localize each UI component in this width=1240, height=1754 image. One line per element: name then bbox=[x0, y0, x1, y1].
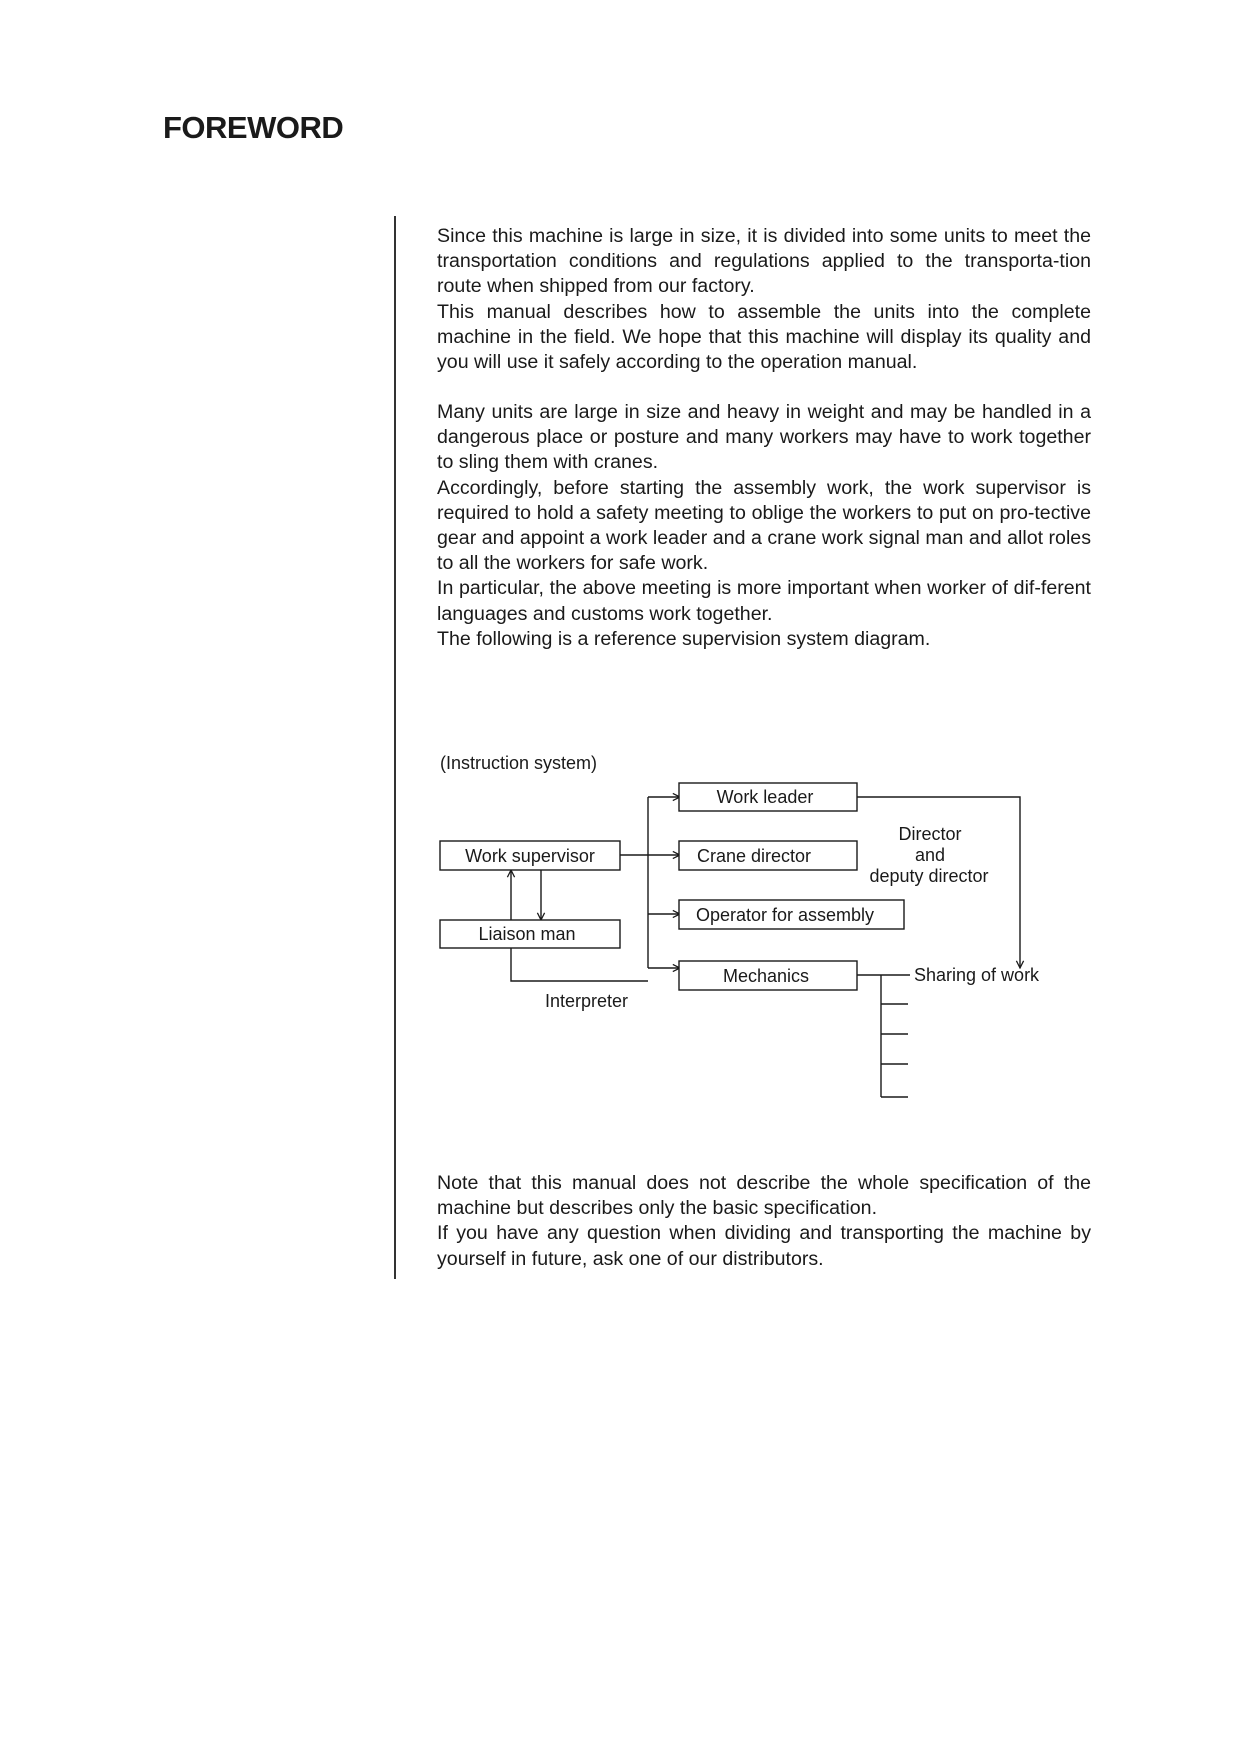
node-crane-director-label: Crane director bbox=[696, 846, 812, 866]
director-label-line-3: deputy director bbox=[869, 866, 989, 886]
closing-paragraph-1: Note that this manual does not describe the whole specification of the machine but describes only the basic specification. bbox=[437, 1172, 1091, 1220]
director-label-line-1: Director bbox=[898, 824, 962, 844]
node-mechanics bbox=[679, 961, 857, 990]
page-heading: FOREWORD bbox=[163, 110, 344, 145]
safety-paragraph-1: Many units are large in size and heavy in weight and may be handled in a dangerous place or posture and many workers may have to work together to sling them with cranes. bbox=[437, 401, 1091, 474]
sharing-of-work-label: Sharing of work bbox=[914, 965, 1040, 985]
diagram-caption: (Instruction system) bbox=[440, 753, 598, 773]
safety-paragraph-2: Accordingly, before starting the assembly work, the work supervisor is required to hold a safety meeting to oblige the workers to put on pro-tective gear and appoint a work leader and a crane work signal man and allot roles to all the workers for safe work. bbox=[437, 476, 1091, 575]
node-operator-label: Operator for assembly bbox=[695, 905, 875, 925]
interpreter-line bbox=[511, 948, 648, 981]
intro-paragraph-1: Since this machine is large in size, it is divided into some units to meet the transportation conditions and regulations applied to the transporta-tion route when shipped from our factory. bbox=[437, 225, 1091, 298]
node-liaison-man-label: Liaison man bbox=[478, 924, 576, 944]
safety-paragraph-3: In particular, the above meeting is more important when worker of dif-ferent languages and customs work together. bbox=[437, 577, 1091, 625]
node-work-leader-label: Work leader bbox=[716, 787, 814, 807]
director-label-line-2: and bbox=[914, 845, 946, 865]
node-work-supervisor-label: Work supervisor bbox=[465, 846, 595, 866]
node-crane-director bbox=[679, 841, 857, 870]
intro-paragraph-2: This manual describes how to assemble the units into the complete machine in the field. We hope that this machine will display its quality and you will use it safely according to the operation manual. bbox=[437, 300, 1091, 374]
node-work-supervisor bbox=[440, 841, 620, 870]
node-mechanics-label: Mechanics bbox=[722, 966, 810, 986]
node-operator-for-assembly bbox=[679, 900, 904, 929]
closing-section bbox=[437, 1171, 1091, 1272]
node-work-leader bbox=[679, 783, 857, 811]
safety-paragraph-4: The following is a reference supervision system diagram. bbox=[437, 627, 931, 650]
interpreter-label: Interpreter bbox=[545, 991, 629, 1011]
node-liaison-man bbox=[440, 920, 620, 948]
closing-paragraph-2: If you have any question when dividing and transporting the machine by yourself in future, ask one of our distributors. bbox=[437, 1222, 1091, 1270]
